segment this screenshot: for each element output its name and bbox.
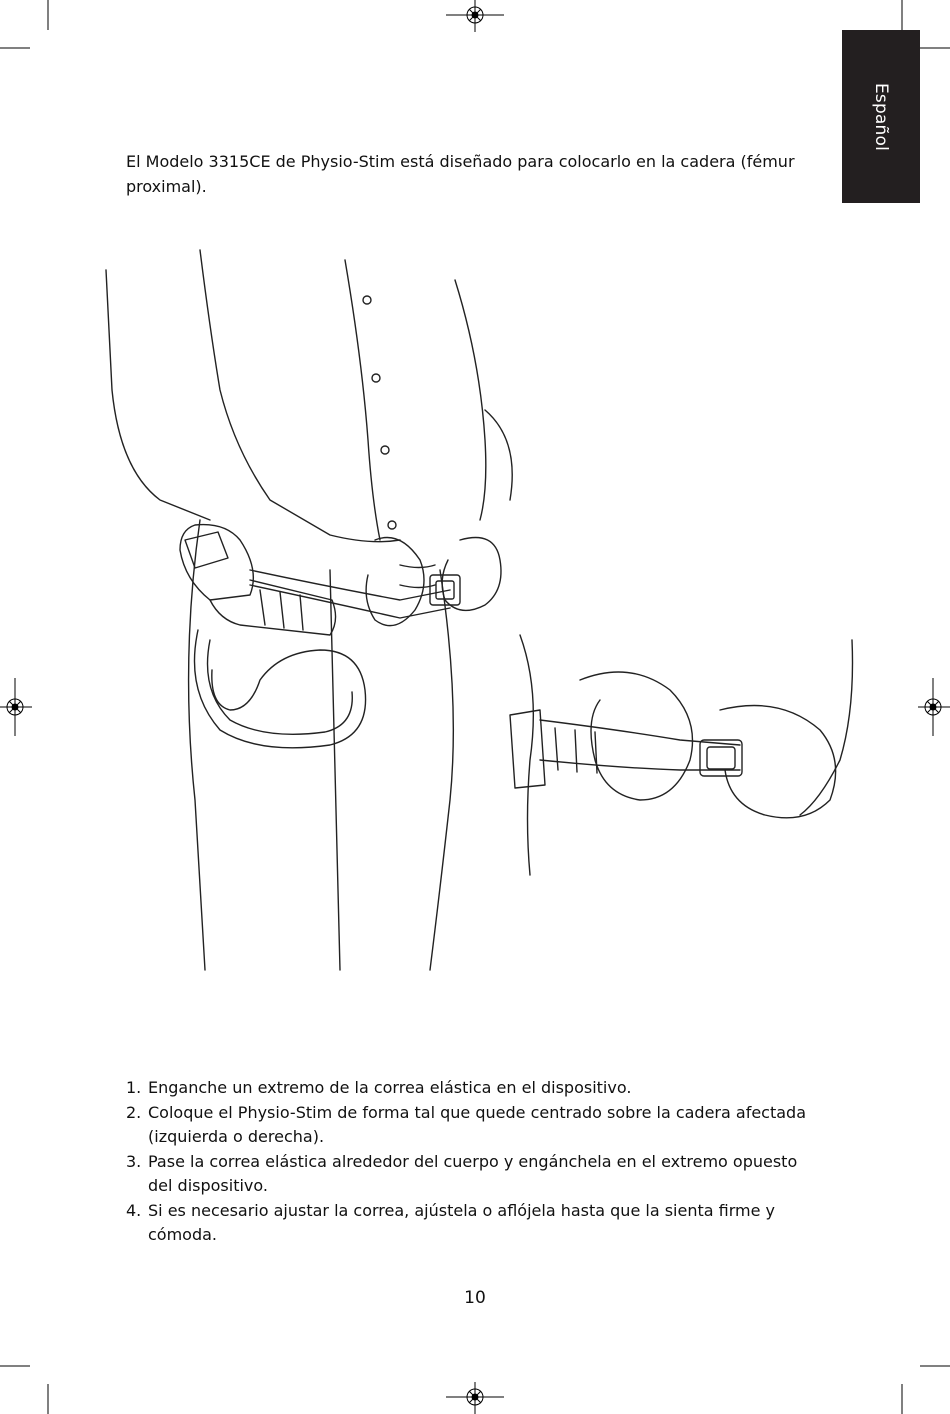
step-text: Coloque el Physio-Stim de forma tal que quede centrado sobre la cadera afectada (izquierda o derecha). xyxy=(148,1102,807,1146)
step-text: Pase la correa elástica alrededor del cuerpo y engánchela en el extremo opuesto del dispositivo. xyxy=(148,1151,798,1195)
registration-mark-right xyxy=(918,678,950,736)
step-number: 4. xyxy=(126,1200,142,1220)
language-tab xyxy=(842,30,920,203)
instruction-list xyxy=(126,1076,826,1248)
registration-mark-top xyxy=(446,0,504,32)
step-number: 1. xyxy=(126,1078,142,1097)
step-text: Si es necesario ajustar la correa, ajústela o aflójela hasta que la sienta firme y cómoda. xyxy=(148,1200,775,1244)
device-fitting-illustration xyxy=(100,240,860,980)
step-number: 3. xyxy=(126,1151,142,1171)
intro-paragraph: El Modelo 3315CE de Physio-Stim está diseñado para colocarlo en la cadera (fémur proximal). xyxy=(126,152,795,196)
step-item xyxy=(126,1076,826,1101)
step-text: Enganche un extremo de la correa elástica en el dispositivo. xyxy=(148,1078,632,1097)
step-item xyxy=(126,1150,826,1199)
registration-mark-left xyxy=(0,678,32,736)
language-tab-label: Español xyxy=(871,82,891,151)
page-number: 10 xyxy=(464,1288,486,1308)
step-number: 2. xyxy=(126,1102,142,1122)
step-item xyxy=(126,1101,826,1150)
registration-mark-bottom xyxy=(446,1382,504,1414)
step-item xyxy=(126,1199,826,1248)
